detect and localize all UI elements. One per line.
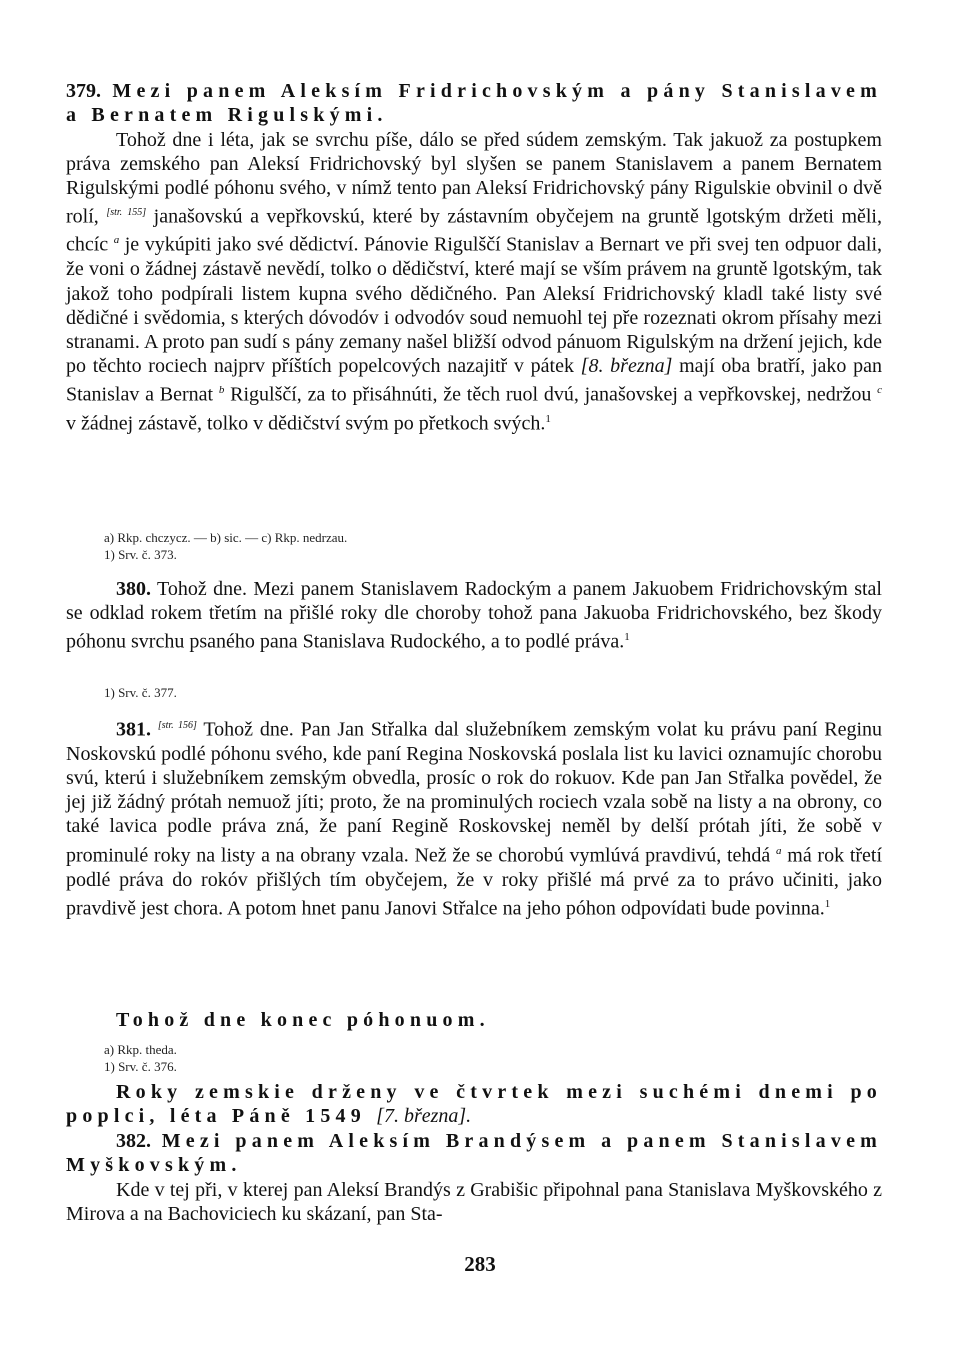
entry-379-footnotes: [104, 529, 804, 563]
entry-382: [66, 1129, 882, 1177]
footnote: a) Rkp. theda.: [104, 1042, 177, 1057]
body-text: Rigulščí, za to přisáhnúti, že těch ruol dvú, janašovskej a vepřkovskej, nedržou: [230, 384, 872, 406]
page-reference: [str. 156]: [157, 720, 197, 731]
body-text: mají oba bratří, jako pan Stanislav a Bernat: [66, 355, 883, 406]
entry-380-footnotes: [104, 684, 804, 701]
entry-380: [66, 577, 882, 654]
note-mark: c: [877, 384, 882, 397]
body-text: Tohož dne. Mezi panem Stanislavem Radockým a panem Jakuobem Fridrichovským stal se odklad rokem třetím na přišlé roky dle choroby tohož pana Jakuoba Fridrichovského, bez škody póhonu svrchu psaného pana Stanislava Rudockého, a to podlé práva.: [66, 578, 882, 654]
entry-number: 379.: [66, 80, 101, 102]
entry-number: 380.: [116, 578, 151, 600]
heading-text: Mezi panem Aleksím Brandýsem a panem Stanislavem Myškovským.: [66, 1130, 883, 1177]
entry-379-body: [66, 128, 882, 436]
body-text: je vykúpiti jako své dědictví. Pánovie Rigulščí Stanislav a Bernart ve při svej ten odpuor dali, že voni o žádnej zástavě nevědí, tolko o dědičství, které mají se vším právem na gruntě lgotským, tak jakož toho podpírali listem kupna svého dědičného. Pan Aleksí Fridrichovský kladl také listy své dědičné i svědomia, s kterých dóvodóv i odvodóv soud nemuohl tej pře rozeznati okrom přísahy mezi stranami. A proto pan sudí s pány zemany našel bližší odvod pánuom Rigulským na držení jejich, kde po těchto rociech najprv příštích popelcových nazajitř v pátek: [66, 234, 883, 378]
footnote: 1) Srv. č. 377.: [104, 685, 177, 700]
heading-text: Mezi panem Aleksím Fridrichovským a pány Stanislavem a Bernatem Rigulskými.: [66, 80, 882, 127]
entry-379: [66, 79, 882, 127]
session-date: [7. března].: [376, 1105, 472, 1128]
entry-381-closing: Tohož dne konec póhonuom.: [116, 1009, 490, 1031]
body-text: má rok třetí podlé práva do rokóv přišlých tím obyčejem, že v roky přišlé má prvé za to právo učiniti, jako pravdivě jest chora. A potom hnet panu Janovi Střalce na jeho póhon odpovídati bude povinna.: [66, 844, 883, 920]
footnote: 1) Srv. č. 376.: [104, 1059, 177, 1074]
footnote-mark: 1: [545, 413, 551, 426]
session-text: Roky zemskie drženy ve čtvrtek mezi suchémi dnemi po poplci, léta Páně 1549: [66, 1081, 882, 1128]
note-mark: a: [113, 234, 120, 247]
entry-number: 382.: [116, 1130, 151, 1152]
body-text: Tohož dne i léta, jak se svrchu píše, dálo se před súdem zemským. Tak jakuož za postupkem práva zemského pan Aleksí Fridrichovský byl slyšen se panem Stanislavem a panem Bernatem Rigulskými podlé póhonu svého, v nímž tento pan Aleksí Fridrichovský pány Rigulskie obvinil o dvě rolí,: [66, 129, 882, 228]
note-mark: b: [218, 384, 225, 397]
footnote: a) Rkp. chczycz. — b) sic. — c) Rkp. nedrzau.: [104, 530, 348, 545]
body-text: janašovskú a vepřkovskú, které by zástavním obyčejem na gruntě lgotským držeti měli, chcíc: [66, 205, 882, 257]
entry-number: 381.: [116, 718, 151, 741]
entry-381-footnotes: [104, 1041, 804, 1075]
body-text: v žádnej zástavě, tolko v dědičství svým po přetkoch svých.: [66, 412, 546, 435]
session-heading: [66, 1080, 882, 1128]
date-note: [8. března]: [580, 355, 673, 378]
footnote: 1) Srv. č. 373.: [104, 547, 177, 562]
page-reference: [str. 155]: [106, 206, 147, 218]
note-mark: a: [776, 844, 782, 857]
footnote-mark: 1: [624, 631, 630, 644]
entry-382-heading: [66, 1130, 882, 1176]
page-number: 283: [464, 1252, 496, 1276]
footnote-mark: 1: [824, 897, 831, 910]
entry-381: [66, 714, 882, 921]
entry-382-body: Kde v tej při, v kterej pan Aleksí Brandýs z Grabišic připohnal pana Stanislava Myškovského z Mirova a na Bachoviciech ku skázaní, pan Sta-: [66, 1179, 882, 1226]
body-text: Tohož dne. Pan Jan Střalka dal služebníkem zemským volat ku právu paní Reginu Noskovskú podlé póhonu svého, kde paní Regina Noskovská poslala list ku lavici oznamujíc chorobu svú, kterú i služebníkem zemským obvedla, prosíc o rok do rokuov. Kde pan Jan Střalka povědel, že jej již žádný prótah nemuož jíti; proto, že na prominulých rociech vzala sobě na listy a na obrony, co také lavica podle práva zná, že paní Regině Roskovskej neměl by delší prótah jíti, že sobě v prominulé roky na listy a na obrany vzala. Než že se chorobú vymlúvá pravdivú, tehdá: [66, 718, 882, 867]
entry-379-heading: [66, 80, 882, 126]
